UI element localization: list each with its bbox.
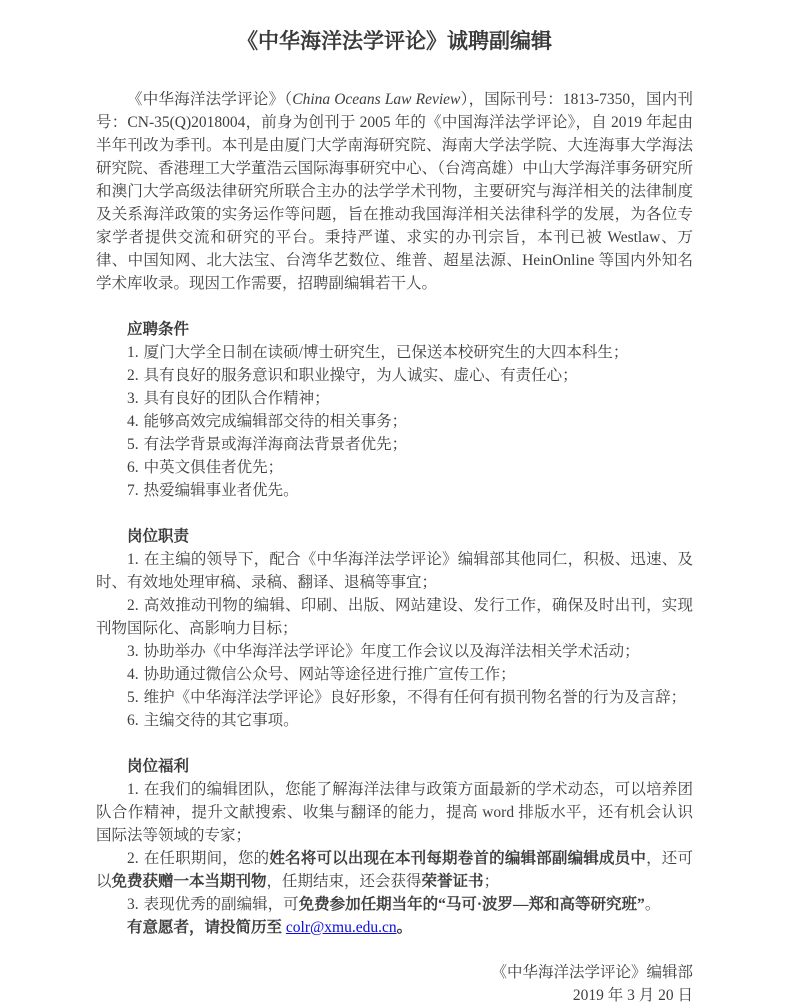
item-text: 主编交待的其它事项。 xyxy=(143,712,299,729)
item-number: 4. xyxy=(127,413,139,430)
requirement-item xyxy=(96,456,693,479)
duty-item xyxy=(96,663,693,686)
item-number: 1. xyxy=(127,781,139,798)
item-text: 表现优秀的副编辑，可 xyxy=(143,896,299,913)
item-number: 1. xyxy=(127,344,139,361)
item-number: 6. xyxy=(127,459,139,476)
item-text: ，还可以 xyxy=(96,850,693,890)
item-number: 4. xyxy=(127,666,139,683)
item-number: 2. xyxy=(127,367,139,384)
item-text: 具有良好的服务意识和职业操守，为人诚实、虚心、有责任心； xyxy=(143,367,578,384)
closing-lead: 有意愿者，请投简历至 xyxy=(127,919,286,936)
duty-item xyxy=(96,594,693,640)
journal-english-name: China Oceans Law Review xyxy=(292,91,461,108)
item-text: 中英文俱佳者优先； xyxy=(143,459,284,476)
item-number: 6. xyxy=(127,712,139,729)
item-number: 3. xyxy=(127,896,139,913)
item-text-bold: 荣誉证书 xyxy=(421,873,484,890)
item-text: 高效推动刊物的编辑、印刷、出版、网站建设、发行工作，确保及时出刊，实现刊物国际化、高影响力目标； xyxy=(96,597,693,637)
item-text: 协助举办《中华海洋法学评论》年度工作会议以及海洋法相关学术活动； xyxy=(143,643,640,660)
section-heading-benefits: 岗位福利 xyxy=(127,758,190,775)
item-text: 在任职期间，您的 xyxy=(143,850,270,867)
item-text: 能够高效完成编辑部交待的相关事务； xyxy=(143,413,408,430)
item-text: 有法学背景或海洋海商法背景者优先； xyxy=(143,436,408,453)
intro-text-after: ），国际刊号：1813-7350，国内刊号：CN-35(Q)2018004，前身为创刊于 2005 年的《中国海洋法学评论》，自 2019 年起由半年刊改为季刊。本刊是由厦门大学南海研究院、海南大学法学院、大连海事大学海法研究院、香港理工大学董浩云国际海事研究中心、（台湾高雄）中山大学海洋事务研究所和澳门大学高级法律研究所联合主办的法学学术刊物，主要研究与海洋相关的法律制度及关系海洋政策的实务运作等问题，旨在推动我国海洋相关法律科学的发展，为各位专家学者提供交流和研究的平台。秉持严谨、求实的办刊宗旨，本刊已被 Westlaw、万律、中国知网、北大法宝、台湾华艺数位、维普、超星法源、HeinOnline 等国内外知名学术库收录。现因工作需要，招聘副编辑若干人。 xyxy=(96,91,693,292)
item-number: 3. xyxy=(127,643,139,660)
item-text: 热爱编辑事业者优先。 xyxy=(143,482,299,499)
item-text: 具有良好的团队合作精神； xyxy=(143,390,330,407)
item-number: 3. xyxy=(127,390,139,407)
item-text-bold: 免费获赠一本当期刊物 xyxy=(111,873,267,890)
intro-text-before: 《中华海洋法学评论》（ xyxy=(127,91,293,108)
item-number: 2. xyxy=(127,597,139,614)
item-text: 协助通过微信公众号、网站等途径进行推广宣传工作； xyxy=(143,666,516,683)
item-text: 厦门大学全日制在读硕/博士研究生，已保送本校研究生的大四本科生； xyxy=(143,344,629,361)
requirement-item xyxy=(96,433,693,456)
signature-org: 《中华海洋法学评论》编辑部 xyxy=(491,964,693,981)
benefit-item xyxy=(96,893,693,916)
item-text: 在我们的编辑团队，您能了解海洋法律与政策方面最新的学术动态，可以培养团队合作精神，提升文献搜索、收集与翻译的能力，提高 word 排版水平，还有机会认识国际法等领域的专家； xyxy=(96,781,693,844)
closing-line xyxy=(96,916,693,939)
item-number: 7. xyxy=(127,482,139,499)
signature-block xyxy=(96,961,693,1007)
item-text: 。 xyxy=(644,896,661,913)
section-heading-duties: 岗位职责 xyxy=(127,528,190,545)
item-number: 5. xyxy=(127,689,139,706)
item-number: 5. xyxy=(127,436,139,453)
requirement-item xyxy=(96,479,693,502)
benefit-item xyxy=(96,778,693,847)
duty-item xyxy=(96,548,693,594)
item-number: 2. xyxy=(127,850,139,867)
item-text: ，任期结束，还会获得 xyxy=(266,873,422,890)
section-heading-requirements: 应聘条件 xyxy=(127,321,190,338)
signature-date: 2019 年 3 月 20 日 xyxy=(572,987,693,1004)
item-text: ； xyxy=(483,873,500,890)
requirement-item xyxy=(96,410,693,433)
requirement-item xyxy=(96,387,693,410)
benefit-item xyxy=(96,847,693,893)
duty-item xyxy=(96,686,693,709)
closing-tail: 。 xyxy=(396,919,413,936)
email-link[interactable]: colr@xmu.edu.cn xyxy=(285,919,397,936)
page-title: 《中华海洋法学评论》诚聘副编辑 xyxy=(237,29,552,53)
item-text-bold: 免费参加任期当年的“马可·波罗—郑和高等研究班” xyxy=(298,896,645,913)
duty-item xyxy=(96,709,693,732)
requirement-item xyxy=(96,341,693,364)
requirement-item xyxy=(96,364,693,387)
item-text: 维护《中华海洋法学评论》良好形象，不得有任何有损刊物名誉的行为及言辞； xyxy=(143,689,687,706)
intro-paragraph xyxy=(96,88,693,295)
item-text-bold: 姓名将可以出现在本刊每期卷首的编辑部副编辑成员中 xyxy=(269,850,647,867)
duty-item xyxy=(96,640,693,663)
item-text: 在主编的领导下，配合《中华海洋法学评论》编辑部其他同仁，积极、迅速、及时、有效地处理审稿、录稿、翻译、退稿等事宜； xyxy=(96,551,693,591)
item-number: 1. xyxy=(127,551,139,568)
